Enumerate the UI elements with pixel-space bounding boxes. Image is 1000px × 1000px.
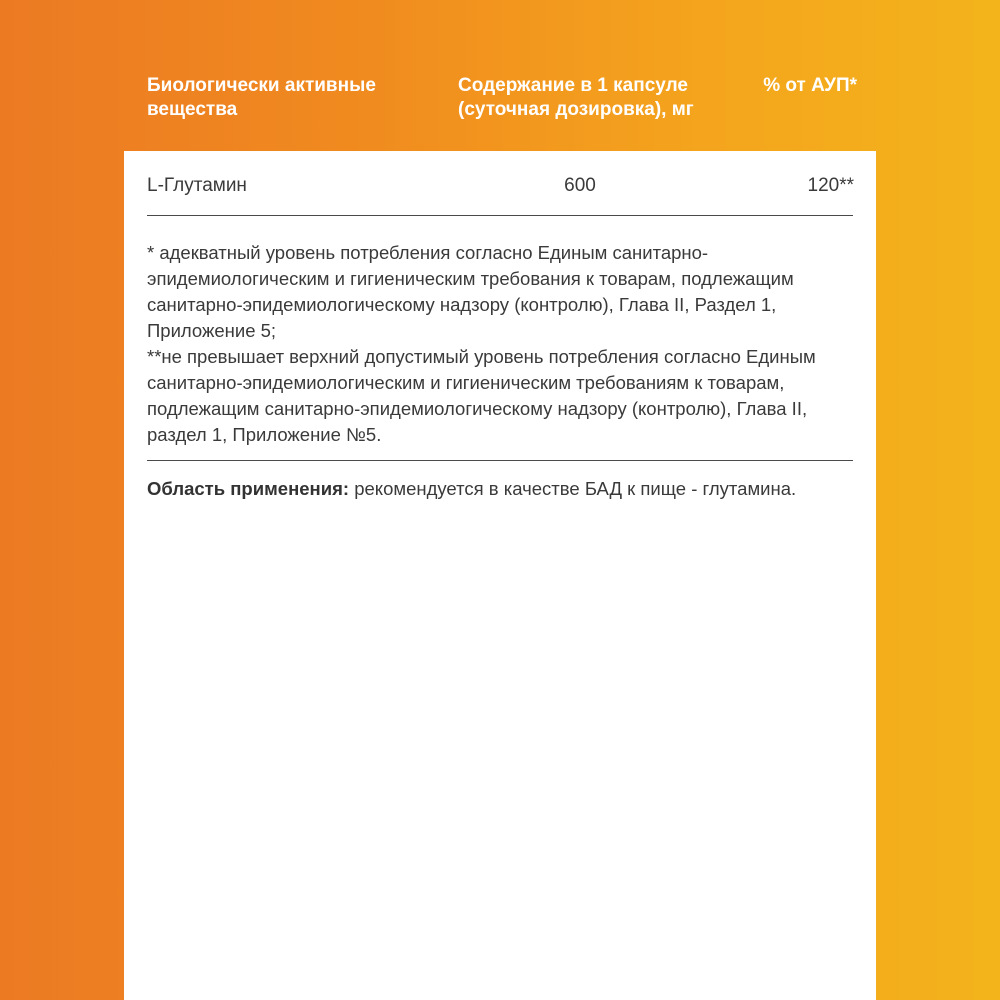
usage-section — [147, 476, 854, 502]
header-percent: % от АУП* — [763, 75, 857, 96]
table-row-name: L-Глутамин — [147, 175, 247, 196]
usage-label: Область применения: — [147, 478, 350, 499]
table-row-content: 600 — [564, 175, 596, 196]
usage-text: рекомендуется в качестве БАД к пище - глутамина. — [354, 478, 797, 499]
footnote-double-asterisk: **не превышает верхний допустимый уровень потребления согласно Единым санитарно-эпидемиологическим и гигиеническим требованиям к товарам, подлежащим санитарно-эпидемиологическому надзору (контролю), Глава II, раздел 1, Приложение №5. — [147, 346, 816, 445]
table-row-percent: 120** — [807, 175, 854, 196]
footnotes — [147, 240, 867, 448]
divider-table-bottom — [147, 215, 853, 216]
header-content: Содержание в 1 капсуле (суточная дозировка), мг — [458, 75, 694, 120]
footnote-single-asterisk: * адекватный уровень потребления согласно Единым санитарно-эпидемиологическим и гигиеническим требования к товарам, подлежащим санитарно-эпидемиологическому надзору (контролю), Глава II, Раздел 1, Приложение 5; — [147, 242, 794, 341]
divider-footnotes-bottom — [147, 460, 853, 461]
header-substances: Биологически активные вещества — [147, 75, 376, 120]
